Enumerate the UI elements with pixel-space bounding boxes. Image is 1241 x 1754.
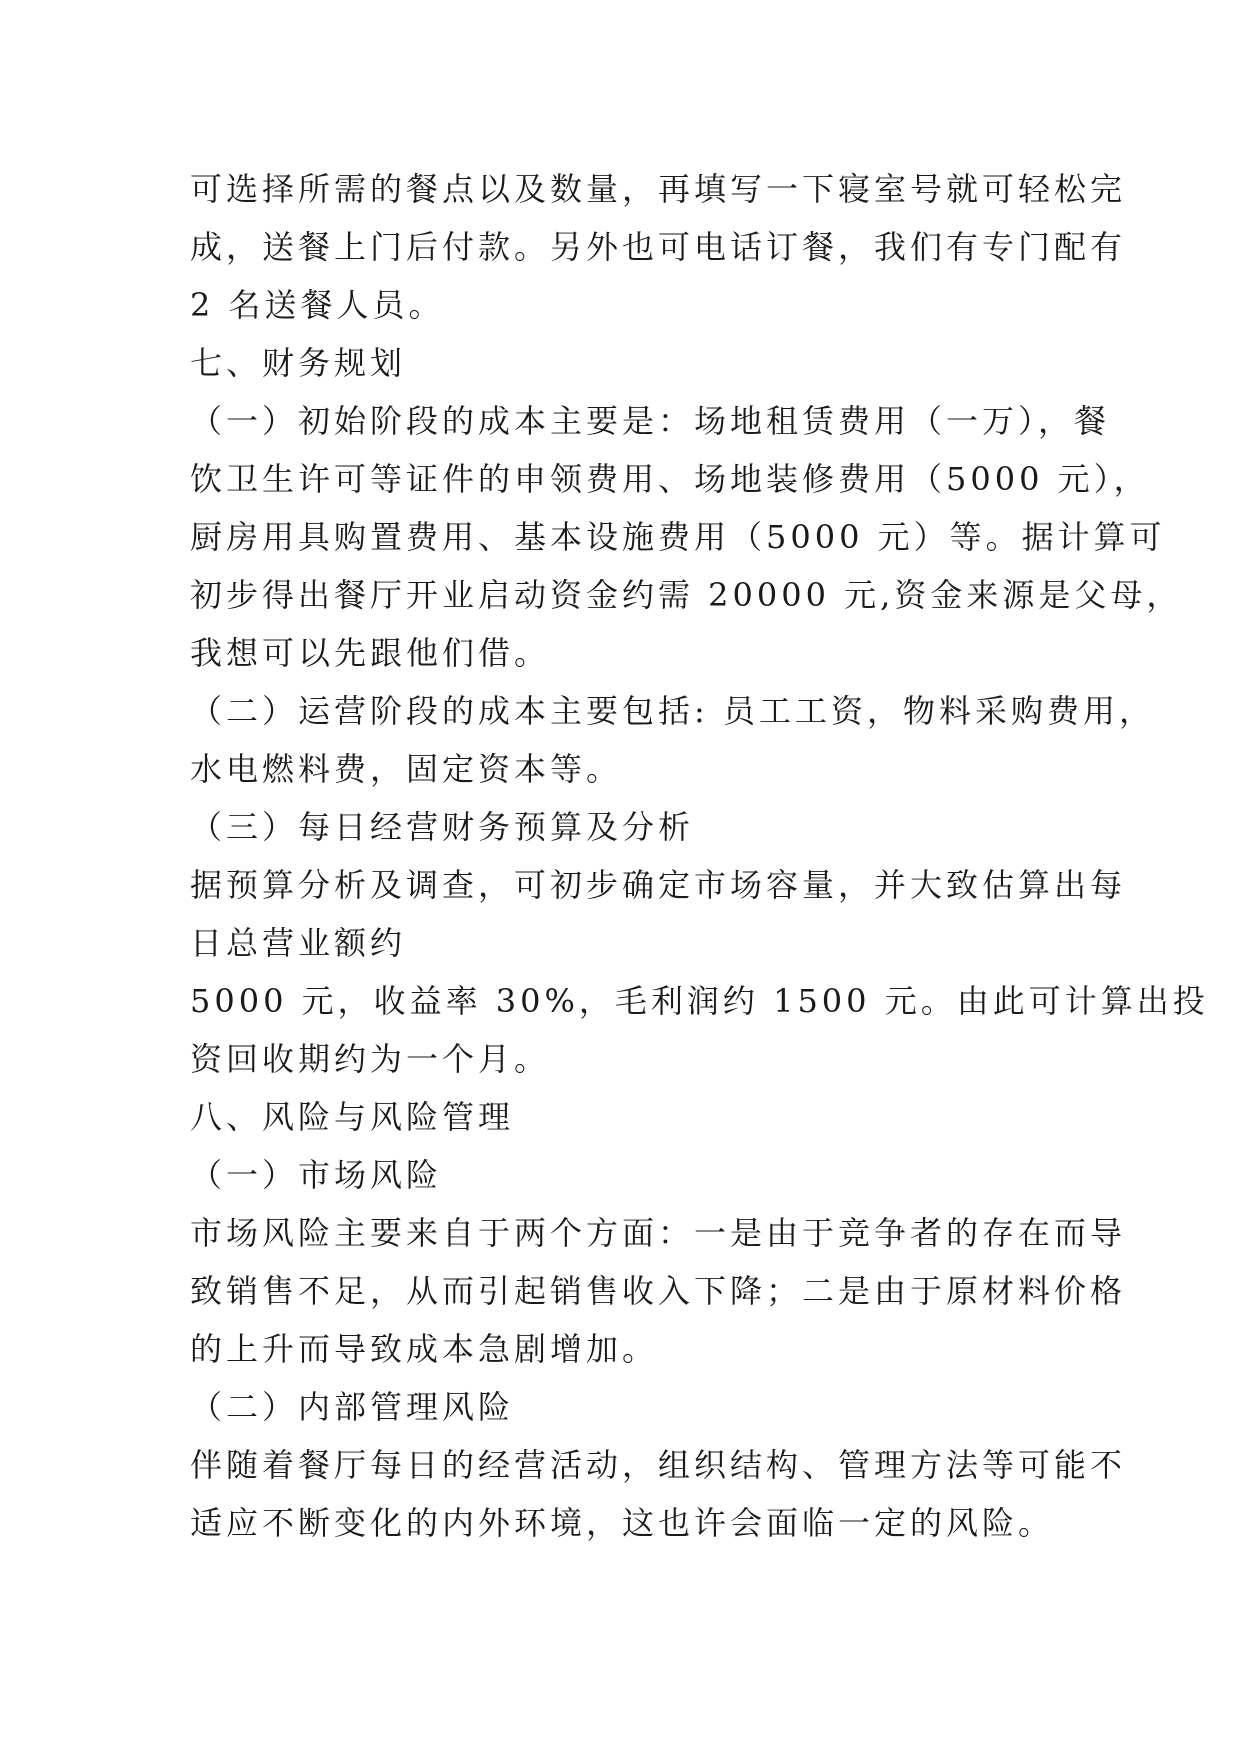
paragraph-line: 日总营业额约: [190, 924, 407, 962]
paragraph-line: 厨房用具购置费用、基本设施费用（5000 元）等。据计算可: [190, 518, 1166, 556]
paragraph-line: 初步得出餐厅开业启动资金约需 20000 元,资金来源是父母，: [190, 576, 1183, 614]
paragraph-line: 成，送餐上门后付款。另外也可电话订餐，我们有专门配有: [190, 228, 1127, 266]
paragraph-line: 资回收期约为一个月。: [190, 1040, 551, 1078]
subsection-heading: （一）市场风险: [190, 1156, 443, 1194]
paragraph-line: 2 名送餐人员。: [190, 286, 445, 324]
paragraph-line: 可选择所需的餐点以及数量，再填写一下寝室号就可轻松完: [190, 170, 1127, 208]
paragraph-line: （二）运营阶段的成本主要包括: 员工工资，物料采购费用，: [190, 692, 1155, 730]
subsection-heading: （三）每日经营财务预算及分析: [190, 808, 695, 846]
paragraph-line: （一）初始阶段的成本主要是：场地租赁费用（一万），餐: [190, 402, 1111, 440]
paragraph-line: 5000 元，收益率 30%，毛利润约 1500 元。由此可计算出投: [190, 982, 1209, 1020]
paragraph-line: 伴随着餐厅每日的经营活动，组织结构、管理方法等可能不: [190, 1446, 1127, 1484]
paragraph-line: 市场风险主要来自于两个方面：一是由于竞争者的存在而导: [190, 1214, 1127, 1252]
document-body: [190, 160, 1209, 1552]
paragraph-line: 适应不断变化的内外环境，这也许会面临一定的风险。: [190, 1504, 1055, 1542]
paragraph-line: 致销售不足，从而引起销售收入下降；二是由于原材料价格: [190, 1272, 1127, 1310]
section-heading: 七、财务规划: [190, 344, 407, 382]
subsection-heading: （二）内部管理风险: [190, 1388, 515, 1426]
paragraph-line: 的上升而导致成本急剧增加。: [190, 1330, 659, 1368]
paragraph-line: 据预算分析及调查，可初步确定市场容量，并大致估算出每: [190, 866, 1127, 904]
paragraph-line: 水电燃料费，固定资本等。: [190, 750, 623, 788]
section-heading: 八、风险与风险管理: [190, 1098, 515, 1136]
paragraph-line: 我想可以先跟他们借。: [190, 634, 551, 672]
paragraph-line: 饮卫生许可等证件的申领费用、场地装修费用（5000 元），: [190, 460, 1150, 498]
